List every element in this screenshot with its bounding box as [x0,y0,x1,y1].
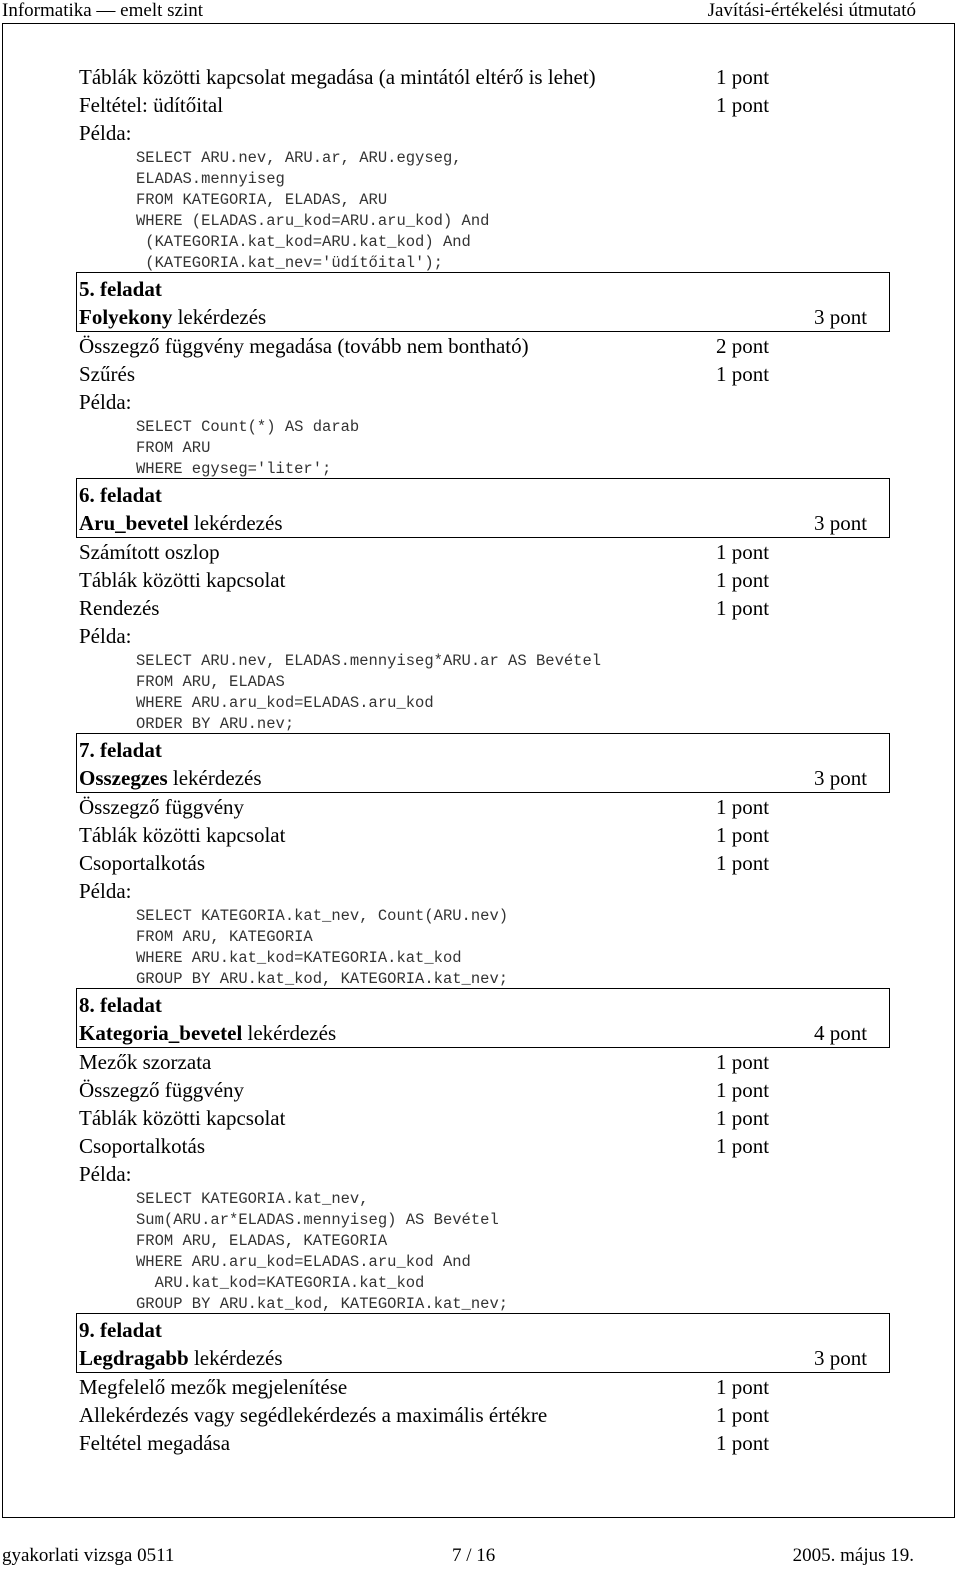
row-points: 1 pont [716,823,770,847]
code-line: ELADAS.mennyiseg [136,170,285,188]
code-line: SELECT KATEGORIA.kat_nev, [136,1190,369,1208]
row-points: 1 pont [716,596,770,620]
code-line: (KATEGORIA.kat_kod=ARU.kat_kod) And [136,233,471,251]
pelda-label: Példa: [79,390,132,414]
row-label: Táblák közötti kapcsolat [79,1106,286,1130]
row-label: Összegző függvény megadása (tovább nem bontható) [79,334,529,358]
task-title: 8. feladat [79,993,162,1017]
task-query [79,306,266,328]
query-suffix: lekérdezés [188,511,283,535]
code-line: WHERE ARU.aru_kod=ELADAS.aru_kod And [136,1253,471,1271]
row-points: 1 pont [716,1375,770,1399]
code-line: SELECT KATEGORIA.kat_nev, Count(ARU.nev) [136,907,509,925]
query-name: Aru_bevetel [79,511,189,535]
row-label: Táblák közötti kapcsolat megadása (a mintától eltérő is lehet) [79,65,596,89]
row-points: 1 pont [716,1050,770,1074]
pelda-label: Példa: [79,879,132,903]
code-line: SELECT Count(*) AS darab [136,418,360,436]
footer-right: 2005. május 19. [792,1545,914,1566]
code-line: WHERE egyseg='liter'; [136,460,332,478]
code-line: SELECT ARU.nev, ARU.ar, ARU.egyseg, [136,149,462,167]
query-name: Folyekony [79,305,173,329]
query-name: Legdragabb [79,1346,189,1370]
pelda-label: Példa: [79,1162,132,1186]
code-line: SELECT ARU.nev, ELADAS.mennyiseg*ARU.ar AS Bevétel [136,652,602,670]
task-query [79,1347,283,1369]
row-label: Megfelelő mezők megjelenítése [79,1375,348,1399]
code-line: ARU.kat_kod=KATEGORIA.kat_kod [136,1274,425,1292]
code-line: FROM ARU, ELADAS [136,673,285,691]
row-points: 1 pont [716,1431,770,1455]
footer-center: 7 / 16 [452,1545,496,1566]
row-points: 1 pont [716,1106,770,1130]
row-points: 1 pont [716,93,770,117]
row-points: 1 pont [716,540,770,564]
row-label: Összegző függvény [79,1078,245,1102]
row-label: Csoportalkotás [79,851,205,875]
code-line: FROM ARU, ELADAS, KATEGORIA [136,1232,388,1250]
query-suffix: lekérdezés [242,1021,337,1045]
task-title: 7. feladat [79,738,162,762]
code-line: ORDER BY ARU.nev; [136,715,295,733]
pelda-label: Példa: [79,121,132,145]
query-suffix: lekérdezés [188,1346,283,1370]
row-label: Táblák közötti kapcsolat [79,823,286,847]
row-label: Allekérdezés vagy segédlekérdezés a maximális értékre [79,1403,548,1427]
row-points: 1 pont [716,795,770,819]
task-query [79,767,262,789]
task-total: 4 pont [814,1021,868,1045]
header-left: Informatika — emelt szint [2,0,204,21]
code-line: FROM ARU, KATEGORIA [136,928,313,946]
query-name: Osszegzes [79,766,168,790]
row-label: Szűrés [79,362,135,386]
pelda-label: Példa: [79,624,132,648]
task-total: 3 pont [814,766,868,790]
header-right: Javítási-értékelési útmutató [707,0,916,21]
query-name: Kategoria_bevetel [79,1021,243,1045]
task-total: 3 pont [814,305,868,329]
task-query [79,512,283,534]
row-label: Számított oszlop [79,540,220,564]
row-points: 1 pont [716,65,770,89]
task-title: 5. feladat [79,277,162,301]
row-label: Feltétel megadása [79,1431,231,1455]
code-line: FROM KATEGORIA, ELADAS, ARU [136,191,388,209]
code-line: WHERE ARU.kat_kod=KATEGORIA.kat_kod [136,949,462,967]
row-points: 1 pont [716,1134,770,1158]
footer-left: gyakorlati vizsga 0511 [2,1545,175,1566]
row-label: Mezők szorzata [79,1050,212,1074]
row-points: 1 pont [716,1403,770,1427]
query-suffix: lekérdezés [167,766,262,790]
code-line: FROM ARU [136,439,211,457]
query-suffix: lekérdezés [172,305,267,329]
row-points: 1 pont [716,851,770,875]
row-label: Táblák közötti kapcsolat [79,568,286,592]
code-line: (KATEGORIA.kat_nev='üdítőital'); [136,254,443,272]
code-line: WHERE (ELADAS.aru_kod=ARU.aru_kod) And [136,212,490,230]
row-label: Feltétel: üdítőital [79,93,224,117]
row-label: Rendezés [79,596,160,620]
task-total: 3 pont [814,1346,868,1370]
row-points: 1 pont [716,1078,770,1102]
row-label: Csoportalkotás [79,1134,205,1158]
row-label: Összegző függvény [79,795,245,819]
code-line: Sum(ARU.ar*ELADAS.mennyiseg) AS Bevétel [136,1211,499,1229]
code-line: WHERE ARU.aru_kod=ELADAS.aru_kod [136,694,434,712]
task-query [79,1022,336,1044]
code-line: GROUP BY ARU.kat_kod, KATEGORIA.kat_nev; [136,1295,509,1313]
task-total: 3 pont [814,511,868,535]
task-title: 9. feladat [79,1318,162,1342]
row-points: 1 pont [716,568,770,592]
row-points: 2 pont [716,334,770,358]
row-points: 1 pont [716,362,770,386]
code-line: GROUP BY ARU.kat_kod, KATEGORIA.kat_nev; [136,970,509,988]
task-title: 6. feladat [79,483,162,507]
